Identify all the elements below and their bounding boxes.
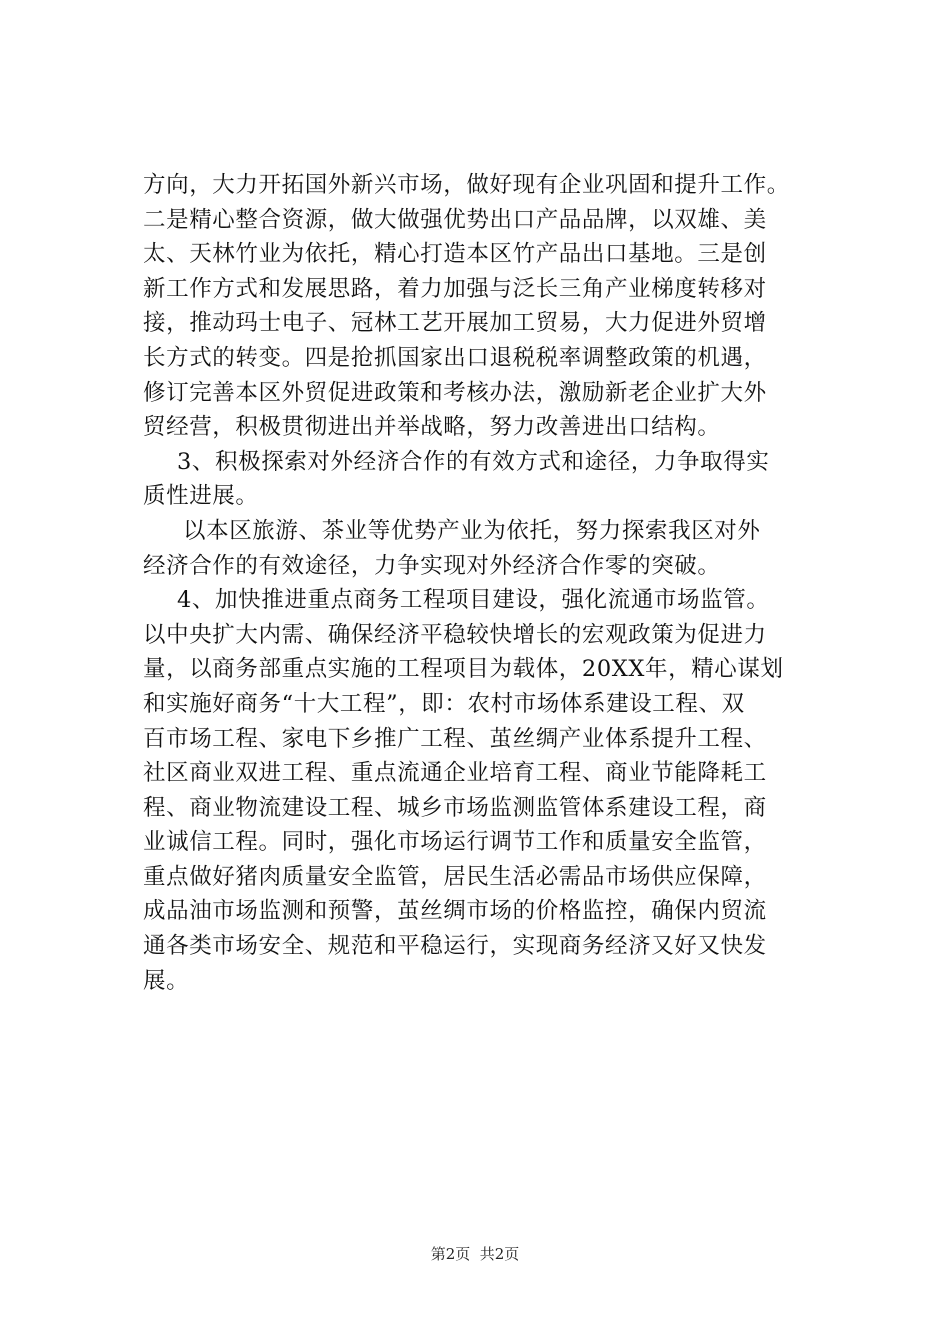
text-line: 以中央扩大内需、确保经济平稳较快增长的宏观政策为促进力 — [143, 621, 767, 648]
text-line: 经济合作的有效途径，力争实现对外经济合作零的突破。 — [143, 552, 721, 579]
text-line: 贸经营，积极贯彻进出并举战略，努力改善进出口结构。 — [143, 414, 721, 441]
text-line: 以本区旅游、茶业等优势产业为依托，努力探索我区对外 — [183, 517, 761, 544]
text-line: 和实施好商务“十大工程”，即：农村市场体系建设工程、双 — [143, 690, 745, 717]
text-line: 长方式的转变。四是抢抓国家出口退税税率调整政策的机遇， — [143, 344, 767, 371]
text-line: 通各类市场安全、规范和平稳运行，实现商务经济又好又快发 — [143, 933, 767, 960]
text-line: 程、商业物流建设工程、城乡市场监测监管体系建设工程，商 — [143, 794, 767, 821]
text-line: 展。 — [143, 967, 190, 994]
text-line: 业诚信工程。同时，强化市场运行调节工作和质量安全监管， — [143, 829, 767, 856]
page-number: 第2页 共2页 — [430, 1245, 520, 1263]
text-line: 量，以商务部重点实施的工程项目为载体，20XX年，精心谋划 — [143, 656, 784, 683]
text-line: 修订完善本区外贸促进政策和考核办法，激励新老企业扩大外 — [143, 379, 767, 406]
text-line: 接，推动玛士电子、冠林工艺开展加工贸易，大力促进外贸增 — [143, 310, 767, 337]
text-line: 方向，大力开拓国外新兴市场，做好现有企业巩固和提升工作。 — [143, 172, 790, 198]
text-line: 太、天林竹业为依托，精心打造本区竹产品出口基地。三是创 — [143, 241, 767, 268]
text-line: 质性进展。 — [143, 483, 259, 510]
body-text — [143, 168, 823, 998]
section-heading-4: 4、加快推进重点商务工程项目建设，强化流通市场监管。 — [177, 587, 770, 614]
text-line: 新工作方式和发展思路，着力加强与泛长三角产业梯度转移对 — [143, 275, 767, 302]
text-line: 二是精心整合资源，做大做强优势出口产品品牌，以双雄、美 — [143, 206, 767, 233]
text-line: 百市场工程、家电下乡推广工程、茧丝绸产业体系提升工程、 — [143, 725, 767, 752]
page-footer — [0, 1244, 950, 1264]
text-line: 成品油市场监测和预警，茧丝绸市场的价格监控，确保内贸流 — [143, 898, 767, 925]
text-line: 重点做好猪肉质量安全监管，居民生活必需品市场供应保障， — [143, 863, 767, 890]
section-heading-3: 3、积极探索对外经济合作的有效方式和途径，力争取得实 — [177, 448, 770, 475]
text-line: 社区商业双进工程、重点流通企业培育工程、商业节能降耗工 — [143, 760, 767, 787]
